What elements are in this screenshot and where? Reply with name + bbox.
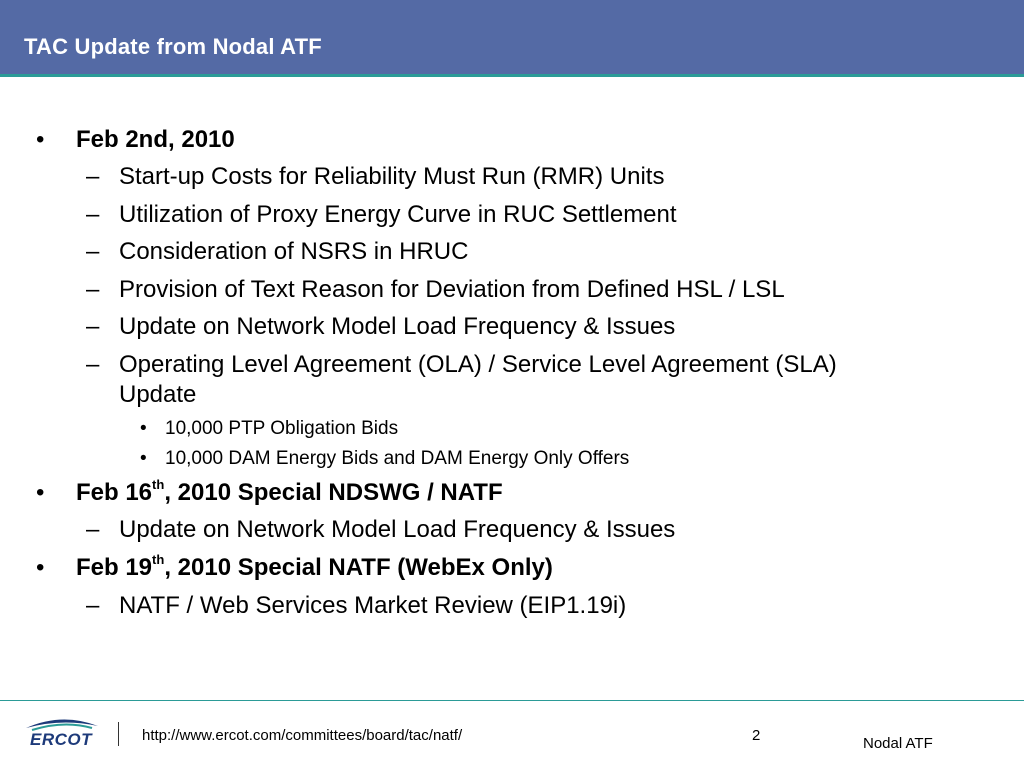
- dash-marker: –: [86, 313, 100, 340]
- dash-marker: –: [86, 238, 100, 265]
- sub-bullet-text: Update: [119, 381, 197, 408]
- small-bullet-marker: •: [140, 418, 147, 439]
- sub-bullet-text: Utilization of Proxy Energy Curve in RUC Settlement: [119, 201, 677, 228]
- dash-marker: –: [86, 201, 100, 228]
- dash-marker: –: [86, 276, 100, 303]
- sub-bullet-text: Update on Network Model Load Frequency & Issues: [119, 313, 676, 340]
- dash-marker: –: [86, 351, 100, 378]
- bullet-marker: •: [36, 479, 45, 506]
- bullet-marker: •: [36, 554, 45, 581]
- small-bullet-marker: •: [140, 448, 147, 469]
- ercot-logo-text: ERCOT: [30, 730, 92, 749]
- sub-bullet-text: Consideration of NSRS in HRUC: [119, 238, 469, 265]
- sub-sub-bullet-text: 10,000 PTP Obligation Bids: [165, 418, 399, 439]
- sub-sub-bullet-text: 10,000 DAM Energy Bids and DAM Energy Only Offers: [165, 448, 630, 469]
- sub-bullet-text: Start-up Costs for Reliability Must Run (RMR) Units: [119, 163, 665, 190]
- title-bar-accent-line: [0, 74, 1024, 77]
- dash-marker: –: [86, 163, 100, 190]
- sub-bullet-text: Update on Network Model Load Frequency & Issues: [119, 516, 676, 543]
- slide-title: TAC Update from Nodal ATF: [24, 34, 322, 59]
- sub-bullet-text: NATF / Web Services Market Review (EIP1.19i): [119, 592, 627, 619]
- sub-bullet-text: Operating Level Agreement (OLA) / Service Level Agreement (SLA): [119, 351, 837, 378]
- dash-marker: –: [86, 516, 100, 543]
- footer-url[interactable]: http://www.ercot.com/committees/board/tac/natf/: [142, 727, 463, 744]
- sub-bullet-text: Provision of Text Reason for Deviation from Defined HSL / LSL: [119, 276, 785, 303]
- page-number: 2: [752, 727, 761, 744]
- bullet-heading: Feb 2nd, 2010: [76, 126, 235, 153]
- dash-marker: –: [86, 592, 100, 619]
- bullet-heading: Feb 19th, 2010 Special NATF (WebEx Only): [76, 552, 553, 581]
- footer-separator: [118, 722, 119, 746]
- bullet-marker: •: [36, 126, 45, 153]
- bullet-heading: Feb 16th, 2010 Special NDSWG / NATF: [76, 477, 503, 506]
- footer-divider: [0, 700, 1024, 701]
- footer-label: Nodal ATF: [863, 735, 933, 752]
